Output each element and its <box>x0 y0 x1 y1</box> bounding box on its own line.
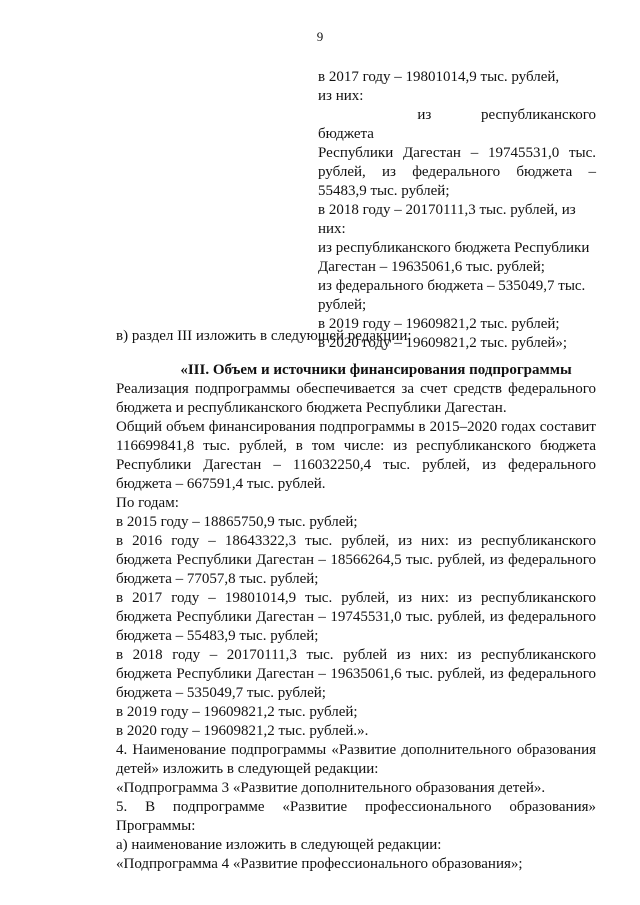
col-line: в 2018 году – 20170111,3 тыс. рублей, из <box>318 202 576 218</box>
paragraph: в 2018 году – 20170111,3 тыс. рублей из них: из республиканского бюджета Республики Дагестан – 19635061,6 тыс. рублей, из федерального бюджета – 535049,7 тыс. рублей; <box>116 647 596 701</box>
paragraph: в 2017 году – 19801014,9 тыс. рублей, из них: из республиканского бюджета Республики Дагестан – 19745531,0 тыс. рублей, из федерального бюджета – 55483,9 тыс. рублей; <box>116 590 596 644</box>
section-title: «III. Объем и источники финансирования подпрограммы <box>180 362 572 378</box>
paragraph: 4. Наименование подпрограммы «Развитие дополнительного образования детей» изложить в следующей редакции: <box>116 742 596 777</box>
page-number: 9 <box>316 29 324 44</box>
paragraph: а) наименование изложить в следующей редакции: <box>116 837 442 853</box>
paragraph: в 2020 году – 19609821,2 тыс. рублей.». <box>116 723 369 739</box>
paragraph: в 2015 году – 18865750,9 тыс. рублей; <box>116 514 358 530</box>
col-line: из них: <box>318 88 364 104</box>
col-line: Дагестан – 19635061,6 тыс. рублей; <box>318 259 545 275</box>
paragraph: По годам: <box>116 495 179 511</box>
col-line: из республиканского бюджета <box>318 107 597 142</box>
col-line: рублей; <box>318 297 367 313</box>
col-line: в 2017 году – 19801014,9 тыс. рублей, <box>318 69 560 85</box>
col-line: них: <box>318 221 346 237</box>
section-intro: в) раздел III изложить в следующей редакции: <box>116 328 412 344</box>
col-line: из республиканского бюджета Республики <box>318 240 590 256</box>
paragraph: в 2019 году – 19609821,2 тыс. рублей; <box>116 704 358 720</box>
paragraph: Общий объем финансирования подпрограммы в 2015–2020 годах составит 116699841,8 тыс. рублей, в том числе: из республиканского бюджета Республики Дагестан – 116032250,4 тыс. рублей, из федерального бюджета – 667591,4 тыс. рублей. <box>116 419 596 492</box>
col-line: в 2020 году – 19609821,2 тыс. рублей»; <box>318 335 568 351</box>
paragraph: в 2016 году – 18643322,3 тыс. рублей, из них: из республиканского бюджета Республики Дагестан – 18566264,5 тыс. рублей, из федерального бюджета – 77057,8 тыс. рублей; <box>116 533 596 587</box>
paragraph: «Подпрограмма 4 «Развитие профессионального образования»; <box>116 856 523 872</box>
col-line: 55483,9 тыс. рублей; <box>318 183 450 199</box>
paragraph: «Подпрограмма 3 «Развитие дополнительного образования детей». <box>116 780 546 796</box>
paragraph: Реализация подпрограммы обеспечивается за счет средств федерального бюджета и республиканского бюджета Республики Дагестан. <box>116 381 596 416</box>
main-text <box>116 327 596 874</box>
col-line: Республики Дагестан – 19745531,0 тыс. <box>318 145 596 161</box>
col-line: в 2019 году – 19609821,2 тыс. рублей; <box>318 316 560 332</box>
paragraph: 5. В подпрограмме «Развитие профессионального образования» Программы: <box>116 799 596 834</box>
col-line: рублей, из федерального бюджета – <box>318 164 596 180</box>
right-column-text <box>318 68 596 353</box>
col-line: из федерального бюджета – 535049,7 тыс. <box>318 278 586 294</box>
